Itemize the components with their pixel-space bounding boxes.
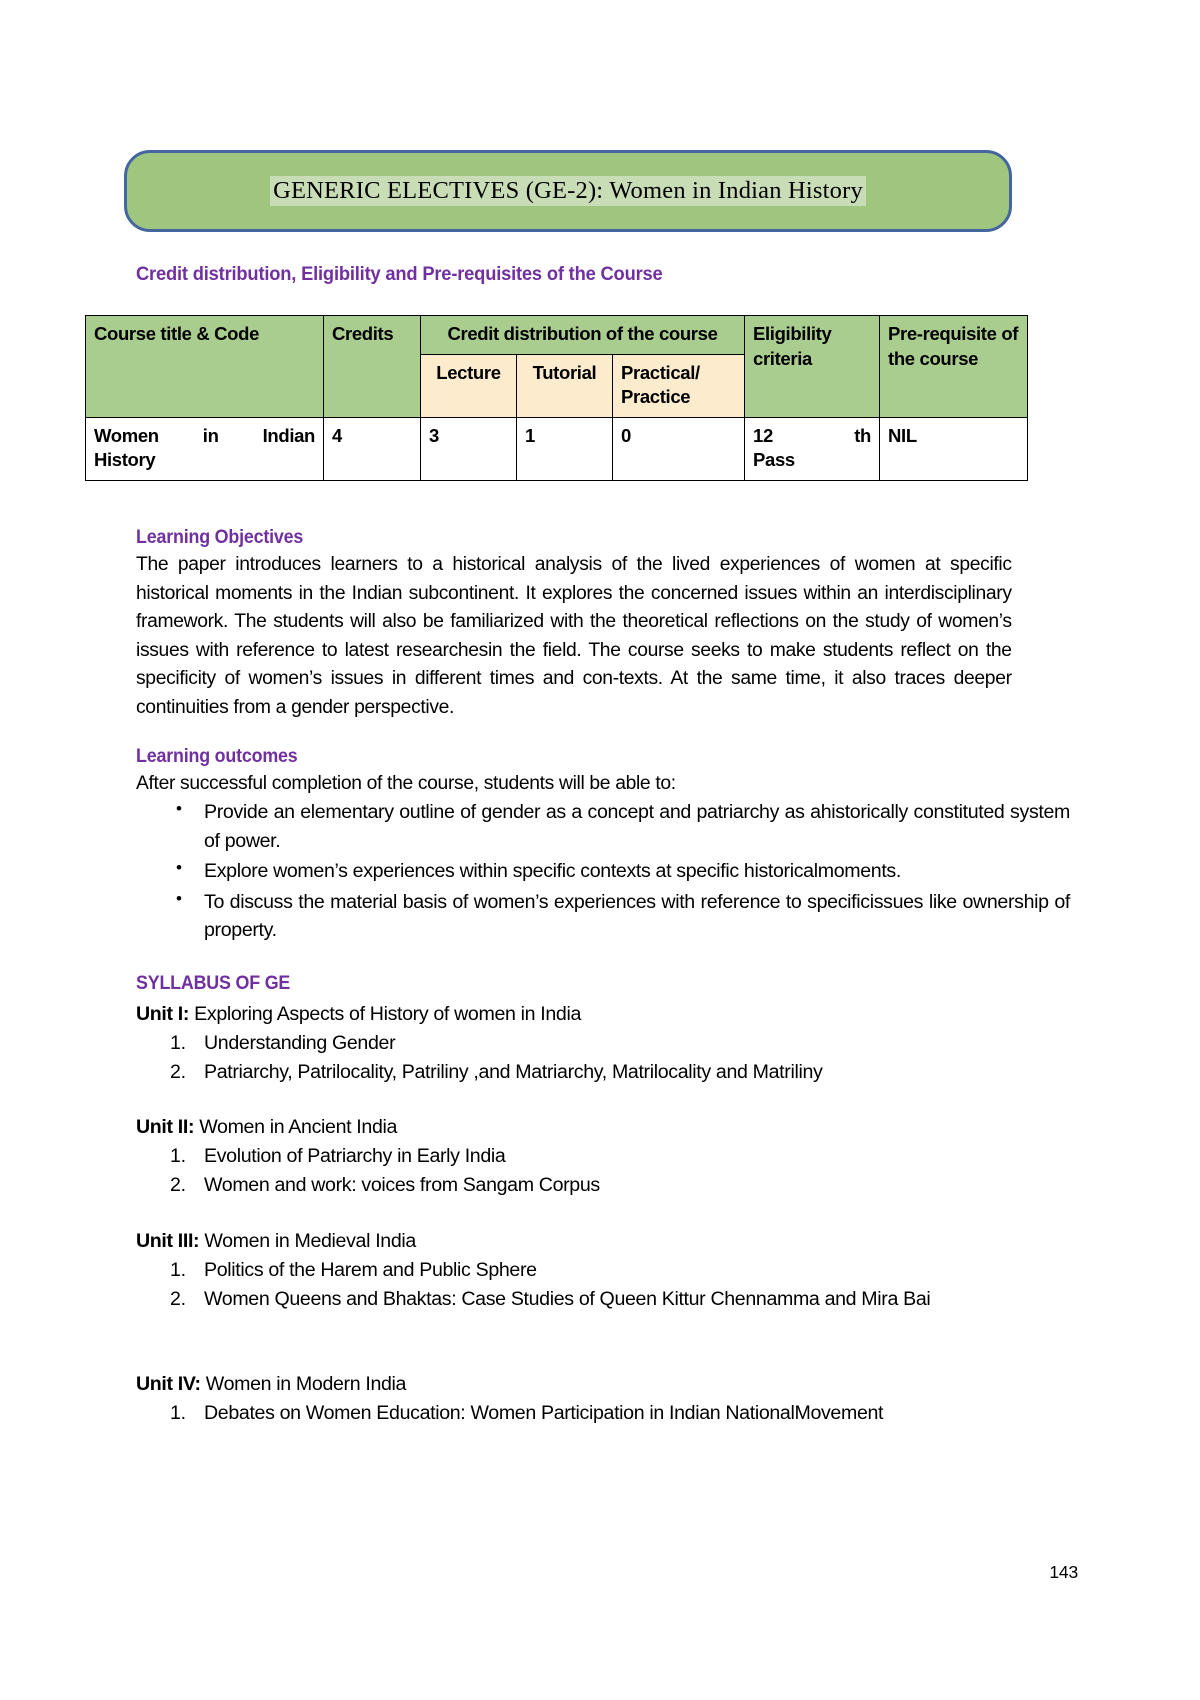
list-item: Politics of the Harem and Public Sphere: [204, 1258, 537, 1281]
course-title-word: Indian: [262, 424, 315, 446]
th-practical: Practical/ Practice: [613, 354, 745, 417]
th-tutorial: Tutorial: [517, 354, 613, 417]
cell-practical: 0: [613, 417, 745, 480]
list-item: Evolution of Patriarchy in Early India: [204, 1144, 506, 1167]
eligibility-line2: Pass: [753, 449, 795, 471]
cell-eligibility: [745, 417, 880, 480]
list-item: • Provide an elementary outline of gender as a concept and patriarchy as ahistorically constituted system of power.: [202, 798, 1070, 855]
unit-title-text: Exploring Aspects of History of women in India: [189, 1003, 582, 1025]
unit-items-1: [136, 1029, 1025, 1087]
unit-title-4: [136, 1370, 1025, 1399]
list-item: • Explore women’s experiences within specific contexts at specific historicalmoments.: [202, 857, 1070, 886]
unit-label: Unit I:: [136, 1003, 190, 1025]
learning-objectives-heading: Learning Objectives: [136, 527, 304, 548]
cell-course-title-code: [86, 417, 324, 480]
learning-outcomes-heading: Learning outcomes: [136, 746, 298, 767]
course-title-line2: History: [94, 449, 156, 471]
unit-title-2: [136, 1113, 1025, 1142]
list-item: Debates on Women Education: Women Participation in Indian NationalMovement: [204, 1401, 884, 1424]
course-title-word: Women: [94, 424, 159, 446]
unit-items-3: [136, 1256, 1025, 1314]
unit-label: Unit III:: [136, 1230, 200, 1252]
learning-outcomes-intro: After successful completion of the course, students will be able to:: [136, 772, 676, 794]
cell-prerequisite: NIL: [880, 417, 1028, 480]
list-item: Understanding Gender: [204, 1031, 396, 1054]
list-item: Patriarchy, Patrilocality, Patriliny ,and Matriarchy, Matrilocality and Matriliny: [204, 1060, 823, 1083]
unit-block-3: [136, 1227, 1025, 1314]
unit-block-1: [136, 1000, 1025, 1087]
course-title-word: in: [202, 424, 219, 446]
th-credits: Credits: [324, 316, 421, 418]
credit-distribution-table: [85, 315, 1028, 481]
page-number: 143: [1049, 1562, 1078, 1582]
unit-title-text: Women in Modern India: [200, 1373, 407, 1395]
th-prerequisite: Pre-requisite of the course: [880, 316, 1028, 418]
syllabus-heading: SYLLABUS OF GE: [136, 973, 291, 994]
unit-items-2: [136, 1142, 1025, 1200]
unit-title-text: Women in Medieval India: [199, 1230, 416, 1252]
unit-title-1: [136, 1000, 1025, 1029]
unit-items-4: [136, 1399, 1025, 1428]
banner-title-text: GENERIC ELECTIVES (GE-2): Women in Indian History: [270, 176, 866, 206]
table-header-row-1: [86, 316, 1028, 355]
unit-label: Unit IV:: [136, 1373, 201, 1395]
eligibility-suffix: th: [854, 424, 872, 446]
unit-block-4: [136, 1370, 1025, 1428]
th-eligibility-criteria: Eligibility criteria: [745, 316, 880, 418]
table-row: [86, 417, 1028, 480]
unit-title-text: Women in Ancient India: [194, 1116, 398, 1138]
unit-title-3: [136, 1227, 1025, 1256]
list-item: Women Queens and Bhaktas: Case Studies of Queen Kittur Chennamma and Mira Bai: [204, 1287, 931, 1310]
list-item: Women and work: voices from Sangam Corpus: [204, 1173, 600, 1196]
th-course-title-code: Course title & Code: [86, 316, 324, 418]
learning-outcomes-list: [160, 798, 1070, 947]
cell-credits: 4: [324, 417, 421, 480]
cell-tutorial: 1: [517, 417, 613, 480]
banner-shape: [124, 150, 1012, 232]
unit-label: Unit II:: [136, 1116, 195, 1138]
course-title-banner: [124, 150, 1012, 232]
credit-distribution-heading: Credit distribution, Eligibility and Pre-requisites of the Course: [136, 263, 663, 285]
th-credit-distribution: Credit distribution of the course: [421, 316, 745, 355]
learning-objectives-paragraph: The paper introduces learners to a historical analysis of the lived experiences of women at specific historical moments in the Indian subcontinent. It explores the concerned issues within an interdisciplinary framework. The students will also be familiarized with the theoretical reflections on the study of women’s issues with reference to latest researchesin the field. The course seeks to make students reflect on the specificity of women’s issues in different times and con-texts. At the same time, it also traces deeper continuities from a gender perspective.: [136, 553, 1012, 718]
list-item: • To discuss the material basis of women’s experiences with reference to specificissues like ownership of property.: [202, 888, 1070, 945]
unit-block-2: [136, 1113, 1025, 1200]
eligibility-number: 12: [753, 424, 773, 446]
th-lecture: Lecture: [421, 354, 517, 417]
cell-lecture: 3: [421, 417, 517, 480]
